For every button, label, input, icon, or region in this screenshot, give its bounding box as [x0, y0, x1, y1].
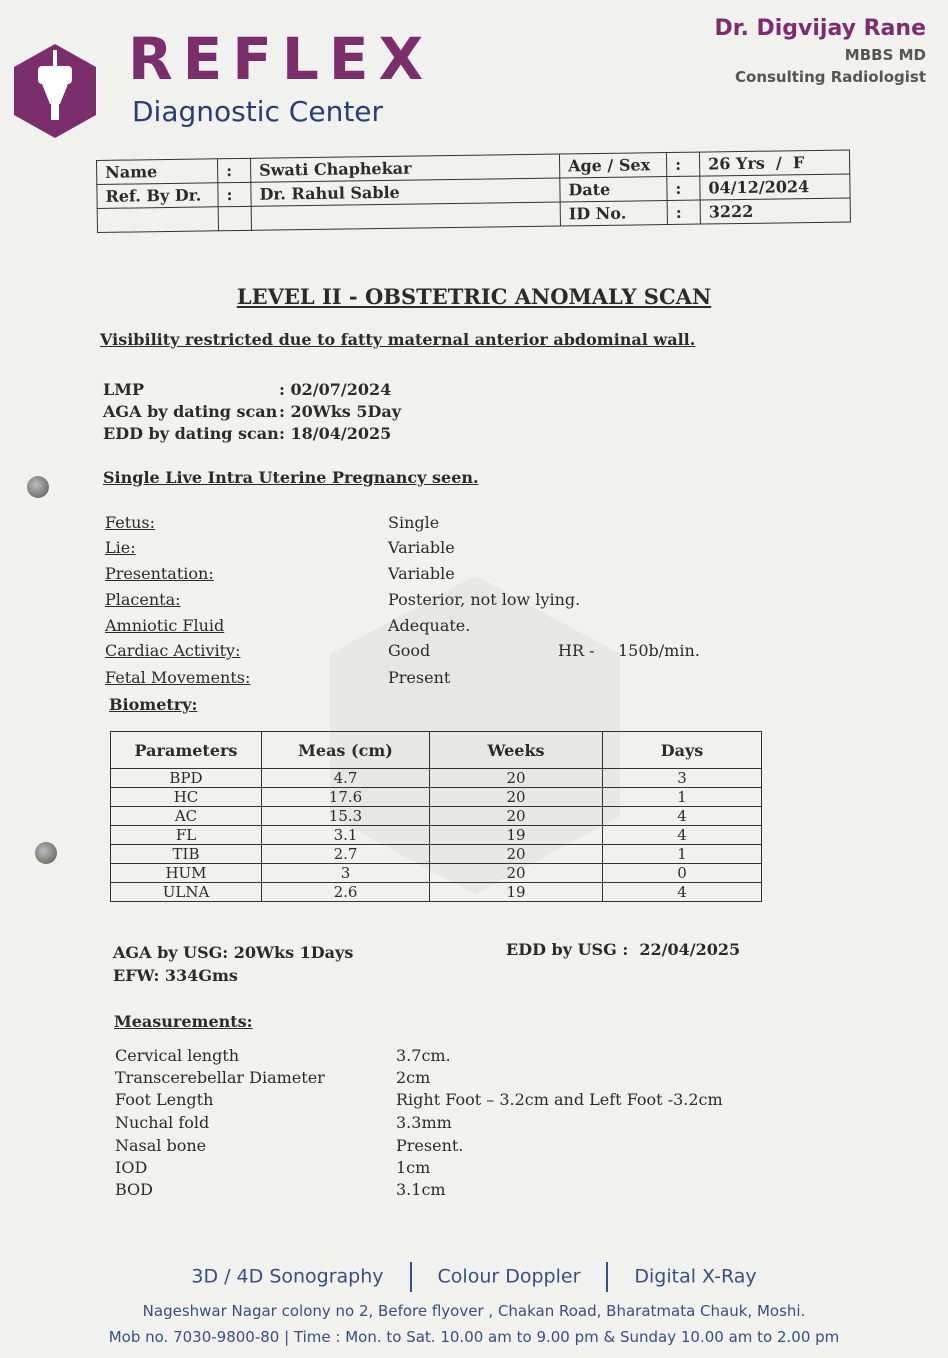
age-sex-value — [699, 150, 849, 176]
cell: 2.6 — [262, 883, 430, 902]
cell: HC — [111, 788, 262, 807]
finding-value: Single — [388, 513, 440, 532]
measurement-value: Right Foot – 3.2cm and Left Foot -3.2cm — [396, 1090, 723, 1109]
name-label: Name — [97, 159, 218, 185]
finding-value: Present — [388, 668, 451, 687]
edd-value: : 18/04/2025 — [279, 424, 392, 443]
aga-usg: AGA by USG: 20Wks 1Days — [113, 943, 354, 962]
measurement-label: IOD — [115, 1158, 148, 1177]
measurement-label: BOD — [115, 1180, 153, 1199]
edd-usg — [506, 940, 740, 959]
cell: 19 — [430, 826, 603, 845]
colon: : — [667, 200, 700, 224]
ref-label: Ref. By Dr. — [97, 183, 218, 209]
finding-row — [105, 564, 455, 583]
service-item: Colour Doppler — [437, 1265, 581, 1288]
finding-value: Good — [388, 641, 431, 660]
finding-row — [105, 538, 455, 557]
table-row — [111, 864, 762, 883]
measurement-row — [115, 1068, 430, 1087]
cell: 15.3 — [262, 807, 430, 826]
doctor-name: Dr. Digvijay Rane — [714, 16, 926, 41]
biometry-table — [110, 731, 762, 902]
hr-value: 150b/min. — [618, 641, 700, 660]
measurement-row — [115, 1113, 452, 1132]
date-value: 04/12/2024 — [700, 174, 850, 200]
cell: 4 — [603, 826, 762, 845]
measurement-label: Foot Length — [115, 1090, 214, 1109]
aga-label: AGA by dating scan — [103, 402, 278, 421]
finding-row — [105, 641, 700, 660]
col-header: Parameters — [111, 732, 262, 769]
cell: 1 — [603, 845, 762, 864]
cell: 20 — [430, 769, 603, 788]
service-item: 3D / 4D Sonography — [191, 1265, 384, 1288]
table-row — [111, 788, 762, 807]
measurement-row — [115, 1158, 430, 1177]
biometry-title: Biometry: — [109, 695, 198, 714]
table-row — [111, 883, 762, 902]
name-value: Swati Chaphekar — [250, 154, 559, 182]
colon: : — [667, 176, 700, 200]
col-header: Days — [603, 732, 762, 769]
cell: 20 — [430, 864, 603, 883]
cell: FL — [111, 826, 262, 845]
edd-row — [103, 424, 391, 443]
finding-label: Cardiac Activity: — [105, 641, 241, 660]
table-row — [111, 769, 762, 788]
finding-label: Presentation: — [105, 564, 214, 583]
measurement-row — [115, 1180, 446, 1199]
services-row — [0, 1262, 948, 1292]
id-label: ID No. — [560, 201, 667, 226]
finding-row — [105, 668, 450, 687]
measurement-row — [115, 1136, 463, 1155]
finding-row — [105, 590, 580, 609]
divider — [606, 1262, 608, 1292]
measurements-title: Measurements: — [114, 1012, 253, 1031]
measurement-value: 2cm — [396, 1068, 431, 1087]
cell: 17.6 — [262, 788, 430, 807]
colon: : — [218, 182, 251, 206]
id-value: 3222 — [700, 198, 850, 224]
cell: 20 — [430, 788, 603, 807]
table-row — [111, 807, 762, 826]
cell: 2.7 — [262, 845, 430, 864]
punch-hole — [35, 842, 57, 864]
hr-label: HR - — [558, 641, 595, 660]
cell: ULNA — [111, 883, 262, 902]
slash: / — [775, 153, 782, 173]
measurement-value: 3.1cm — [396, 1180, 446, 1199]
brand-subtitle: Diagnostic Center — [132, 95, 384, 128]
cell: BPD — [111, 769, 262, 788]
reflex-logo-icon — [14, 44, 96, 138]
cell: 3.1 — [262, 826, 430, 845]
cell: 1 — [603, 788, 762, 807]
measurement-label: Transcerebellar Diameter — [115, 1068, 325, 1087]
lmp-label: LMP — [103, 380, 144, 399]
pregnancy-note: Single Live Intra Uterine Pregnancy seen. — [103, 468, 479, 487]
edd-usg-value: 22/04/2025 — [639, 940, 741, 959]
col-header: Meas (cm) — [262, 732, 430, 769]
aga-row — [103, 402, 401, 421]
cell: 20 — [430, 845, 603, 864]
lmp-value: : 02/07/2024 — [279, 380, 392, 399]
cell: HUM — [111, 864, 262, 883]
cell: 3 — [262, 864, 430, 883]
punch-hole — [27, 476, 49, 498]
contact-line: Mob no. 7030-9800-80 | Time : Mon. to Sat. 10.00 am to 9.00 pm & Sunday 10.00 am to 2.00 pm — [108, 1328, 840, 1346]
visibility-note: Visibility restricted due to fatty maternal anterior abdominal wall. — [100, 330, 696, 349]
finding-value: Adequate. — [388, 616, 471, 635]
cell: 4 — [603, 807, 762, 826]
service-item: Digital X-Ray — [634, 1265, 757, 1288]
finding-label: Fetus: — [105, 513, 156, 532]
sex-value: F — [792, 153, 805, 173]
efw: EFW: 334Gms — [113, 966, 238, 985]
patient-info-table — [96, 149, 851, 233]
finding-label: Lie: — [105, 538, 136, 557]
measurement-value: 3.7cm. — [396, 1046, 451, 1065]
date-label: Date — [560, 177, 667, 202]
cell: TIB — [111, 845, 262, 864]
aga-value: : 20Wks 5Day — [279, 402, 402, 421]
biometry-header-row — [111, 732, 762, 769]
colon: : — [666, 152, 699, 176]
finding-row — [105, 513, 439, 532]
doctor-title: Consulting Radiologist — [735, 68, 926, 86]
finding-value: Variable — [388, 564, 455, 583]
measurement-row — [115, 1090, 723, 1109]
measurement-value: Present. — [396, 1136, 464, 1155]
age-value: 26 Yrs — [707, 153, 765, 174]
lmp-row — [103, 380, 391, 399]
finding-value: Posterior, not low lying. — [388, 590, 581, 609]
age-sex-label: Age / Sex — [559, 153, 666, 178]
measurement-label: Nasal bone — [115, 1136, 207, 1155]
report-title: LEVEL II - OBSTETRIC ANOMALY SCAN — [236, 284, 712, 309]
finding-row — [105, 616, 470, 635]
finding-label: Placenta: — [105, 590, 181, 609]
measurement-value: 1cm — [396, 1158, 431, 1177]
measurement-label: Nuchal fold — [115, 1113, 210, 1132]
measurement-row — [115, 1046, 451, 1065]
measurement-label: Cervical length — [115, 1046, 240, 1065]
col-header: Weeks — [430, 732, 603, 769]
divider — [410, 1262, 412, 1292]
edd-label: EDD by dating scan — [103, 424, 279, 443]
cell: 4 — [603, 883, 762, 902]
cell: 4.7 — [262, 769, 430, 788]
edd-usg-label: EDD by USG : — [506, 940, 629, 959]
colon: : — [217, 158, 250, 182]
cell: AC — [111, 807, 262, 826]
finding-label: Amniotic Fluid — [105, 616, 225, 635]
cell: 3 — [603, 769, 762, 788]
cell: 0 — [603, 864, 762, 883]
finding-label: Fetal Movements: — [105, 668, 251, 687]
table-row — [111, 845, 762, 864]
cell: 20 — [430, 807, 603, 826]
table-row — [111, 826, 762, 845]
doctor-degree: MBBS MD — [844, 46, 926, 64]
ref-value: Dr. Rahul Sable — [251, 178, 560, 206]
finding-value: Variable — [388, 538, 455, 557]
measurement-value: 3.3mm — [396, 1113, 452, 1132]
address: Nageshwar Nagar colony no 2, Before flyover , Chakan Road, Bharatmata Chauk, Moshi. — [142, 1302, 806, 1320]
brand-name: REFLEX — [128, 25, 434, 93]
cell: 19 — [430, 883, 603, 902]
